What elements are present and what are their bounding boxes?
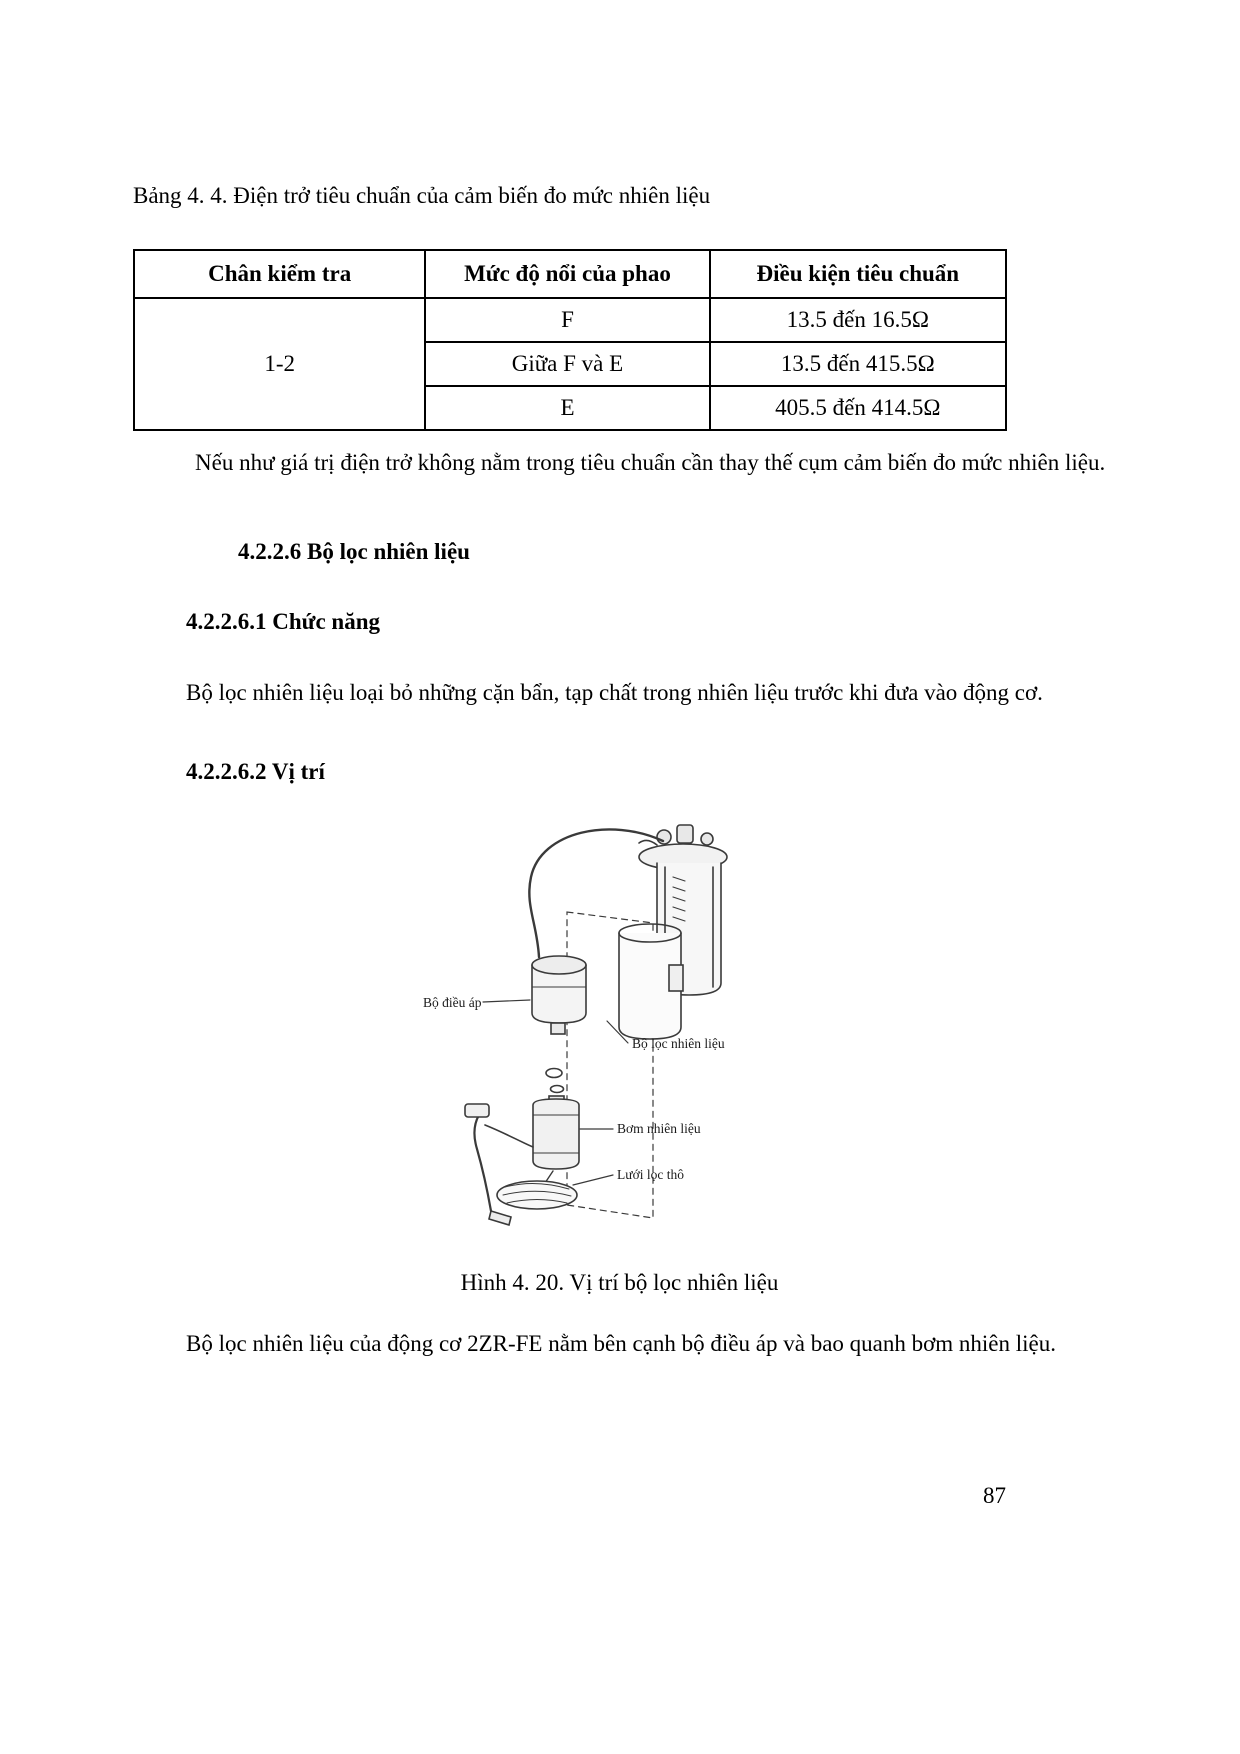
paragraph-filter-location: Bộ lọc nhiên liệu của động cơ 2ZR-FE nằm bên cạnh bộ điều áp và bao quanh bơm nhiên liệu. [186,1331,1057,1356]
figure-caption: Hình 4. 20. Vị trí bộ lọc nhiên liệu [460,1270,779,1295]
fuel-pump [533,1096,579,1169]
paragraph-resistance-note: Nếu như giá trị điện trở không nằm trong tiêu chuẩn cần thay thế cụm cảm biến đo mức nhiên liệu. [195,450,1106,475]
heading-location: 4.2.2.6.2 Vị trí [186,759,325,784]
label-pressure-regulator: Bộ điều áp [423,995,482,1010]
table-caption: Bảng 4. 4. Điện trở tiêu chuẩn của cảm biến đo mức nhiên liệu [133,183,711,208]
heading-fuel-filter-section: 4.2.2.6 Bộ lọc nhiên liệu [238,539,470,564]
paragraph-filter-function: Bộ lọc nhiên liệu loại bỏ những cặn bẩn, tạp chất trong nhiên liệu trước khi đưa vào động cơ. [186,680,1043,705]
o-ring-icon [546,1069,562,1078]
label-fuel-filter: Bộ lọc nhiên liệu [632,1036,725,1051]
float-level-cell: Giữa F và E [425,342,709,386]
condition-cell: 405.5 đến 414.5Ω [710,386,1006,430]
table-header-row [134,250,1006,298]
page-number: 87 [983,1483,1006,1508]
float-level-cell: F [425,298,709,342]
condition-cell: 13.5 đến 16.5Ω [710,298,1006,342]
reservoir-cup [619,924,683,1039]
table-row [134,298,1006,342]
pin-cell: 1-2 [134,298,425,430]
pressure-regulator [532,956,586,1034]
fuel-filter-figure [421,815,761,1250]
condition-cell: 13.5 đến 415.5Ω [710,342,1006,386]
column-header-float-level: Mức độ nổi của phao [425,250,709,298]
fuel-module-diagram [421,815,761,1245]
label-strainer: Lưới lọc thô [617,1167,684,1182]
resistance-spec-table [133,249,1007,431]
column-header-condition: Điều kiện tiêu chuẩn [710,250,1006,298]
heading-function: 4.2.2.6.1 Chức năng [186,609,380,634]
float-level-cell: E [425,386,709,430]
suction-strainer [497,1171,577,1209]
label-fuel-pump: Bơm nhiên liệu [617,1121,701,1136]
column-header-pin: Chân kiểm tra [134,250,425,298]
o-ring-icon [551,1086,564,1093]
